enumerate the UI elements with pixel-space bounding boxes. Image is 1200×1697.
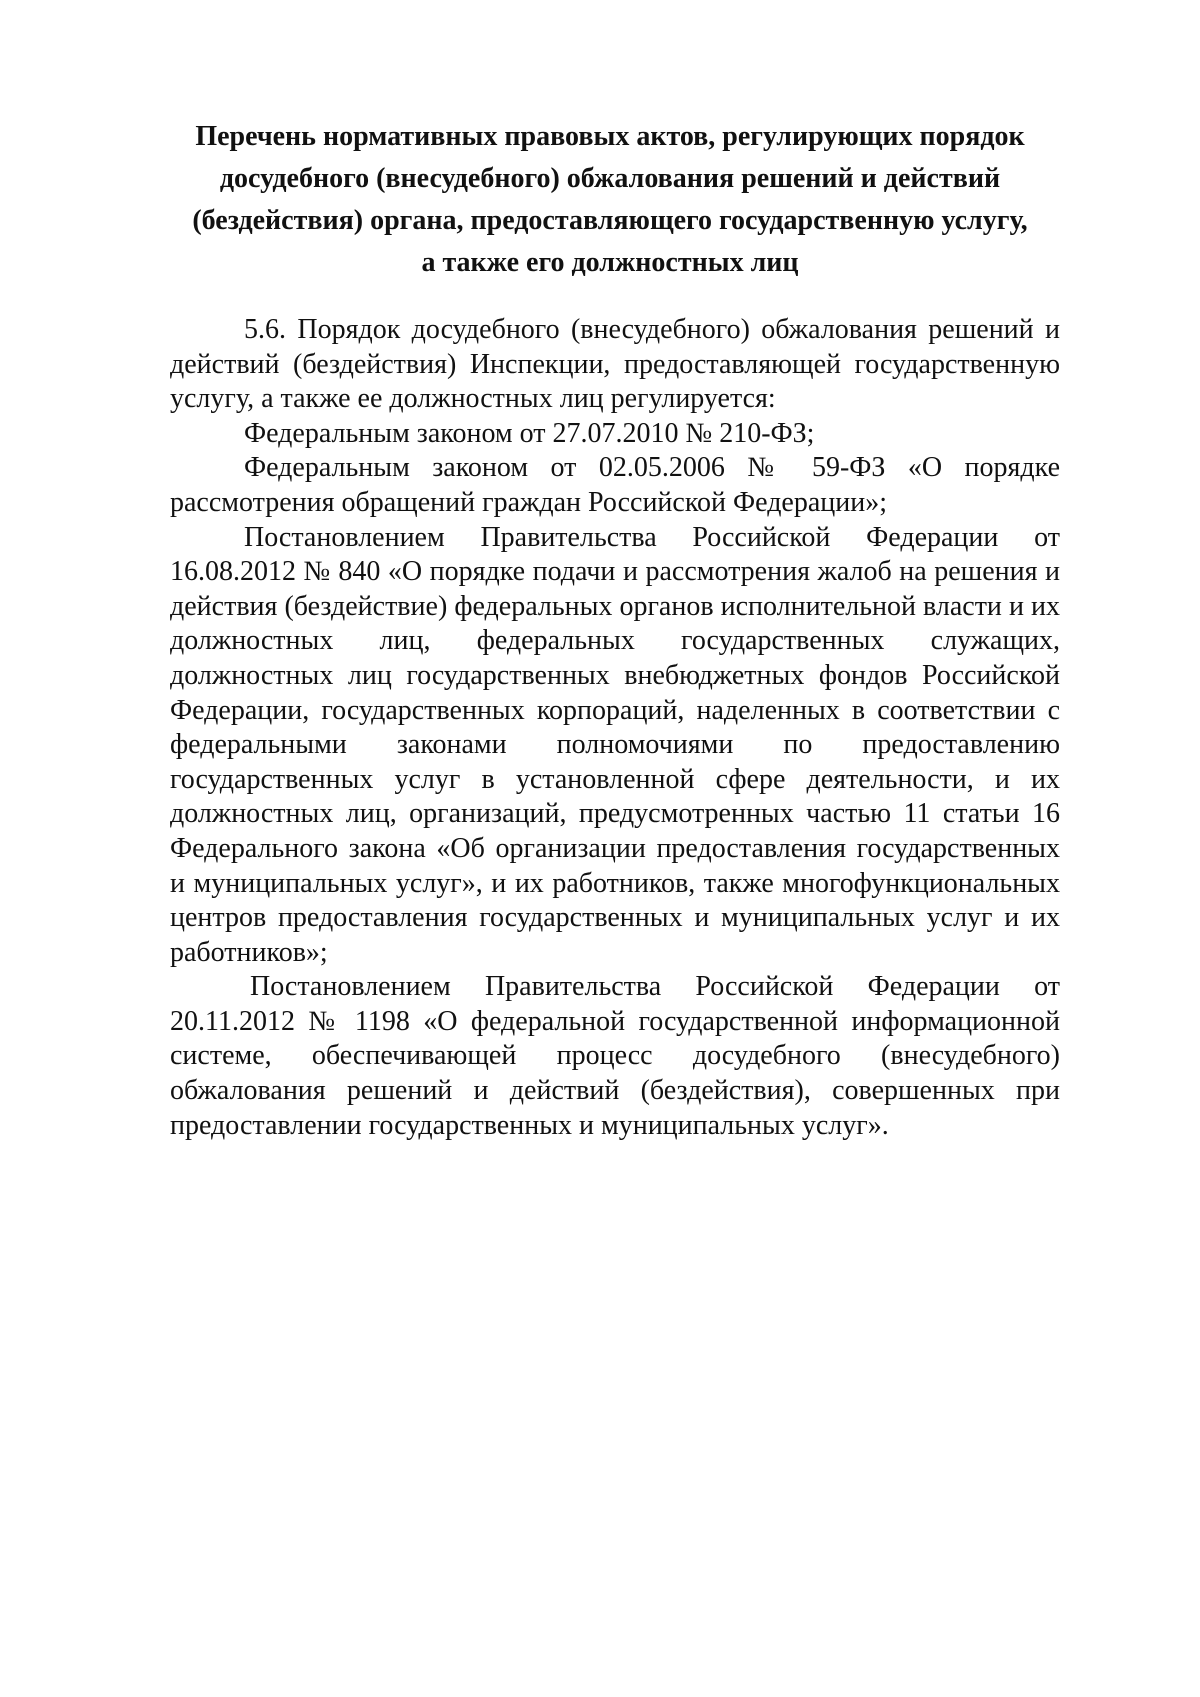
title-line-2: досудебного (внесудебного) обжалования решений и действий	[219, 163, 1001, 194]
paragraph-resolution-840: Постановлением Правительства Российской Федерации от 16.08.2012 № 840 «О порядке подачи и рассмотрения жалоб на решения и действия (бездействие) федеральных органов исполнительной власти и их должностных лиц, федеральных государственных служащих, должностных лиц государственных внебюджетных фондов Российской Федерации, государственных корпораций, наделенных в соответствии с федеральными законами полномочиями по предоставлению государственных услуг в установленной сфере деятельности, и их должностных лиц, организаций, предусмотренных частью 11 статьи 16 Федерального закона «Об организации предоставления государственных и муниципальных услуг», и их работников, также многофункциональных центров предоставления государственных и муниципальных услуг и их работников»;	[170, 521, 1060, 968]
paragraph-law-59: Федеральным законом от 02.05.2006 № 59-ФЗ «О порядке рассмотрения обращений граждан Российской Федерации»;	[170, 452, 1060, 518]
title-line-3: (бездействия) органа, предоставляющего государственную услугу,	[192, 205, 1028, 236]
paragraph-law-210: Федеральным законом от 27.07.2010 № 210-ФЗ;	[244, 417, 815, 449]
paragraph-intro: 5.6. Порядок досудебного (внесудебного) обжалования решений и действий (бездействия) Инспекции, предоставляющей государственную услугу, а также ее должностных лиц регулируется:	[170, 314, 1060, 415]
title-line-4: а также его должностных лиц	[421, 247, 799, 278]
document-body	[170, 313, 1060, 1143]
title-line-1: Перечень нормативных правовых актов, регулирующих порядок	[195, 121, 1025, 152]
document-title	[160, 116, 1060, 284]
paragraph-resolution-1198: Постановлением Правительства Российской Федерации от 20.11.2012 № 1198 «О федеральной государственной информационной системе, обеспечивающей процесс досудебного (внесудебного) обжалования решений и действий (бездействия), совершенных при предоставлении государственных и муниципальных услуг».	[170, 971, 1060, 1141]
